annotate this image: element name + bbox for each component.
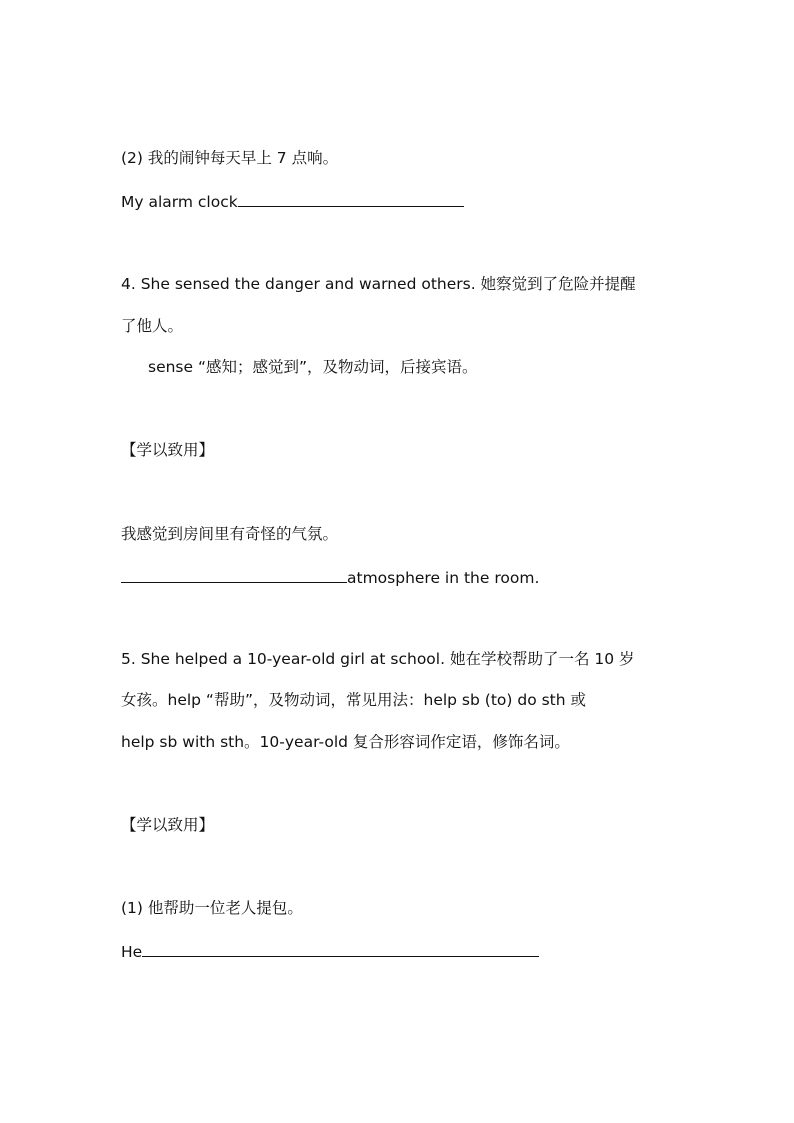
practice1-prompt: 我感觉到房间里有奇怪的气氛。 xyxy=(121,525,339,543)
practice2-answer-blank[interactable] xyxy=(142,940,539,957)
practice2-heading: 【学以致用】 xyxy=(121,816,215,834)
q2-answer-line xyxy=(121,190,464,212)
q2-prompt: (2) 我的闹钟每天早上 7 点响。 xyxy=(121,149,339,167)
item4-note: sense “感知；感觉到”，及物动词，后接宾语。 xyxy=(148,358,478,376)
item5-sentence-line2: 女孩。help “帮助”，及物动词，常见用法：help sb (to) do sth 或 xyxy=(121,691,587,709)
q2-answer-prefix: My alarm clock xyxy=(121,193,238,211)
practice1-answer-line xyxy=(121,566,539,588)
practice1-answer-suffix: atmosphere in the room. xyxy=(347,569,540,587)
practice2-prompt: (1) 他帮助一位老人提包。 xyxy=(121,899,303,917)
practice1-heading: 【学以致用】 xyxy=(121,441,215,459)
practice1-answer-blank[interactable] xyxy=(121,566,347,583)
practice2-answer-prefix: He xyxy=(121,943,143,961)
item4-sentence-line1: 4. She sensed the danger and warned others. 她察觉到了危险并提醒 xyxy=(121,275,636,293)
q2-answer-blank[interactable] xyxy=(238,190,464,207)
practice2-answer-line xyxy=(121,940,539,962)
item5-sentence-line3: help sb with sth。10-year-old 复合形容词作定语，修饰名词。 xyxy=(121,733,570,751)
item4-sentence-line2: 了他人。 xyxy=(121,317,184,335)
item5-sentence-line1: 5. She helped a 10-year-old girl at school. 她在学校帮助了一名 10 岁 xyxy=(121,650,635,668)
